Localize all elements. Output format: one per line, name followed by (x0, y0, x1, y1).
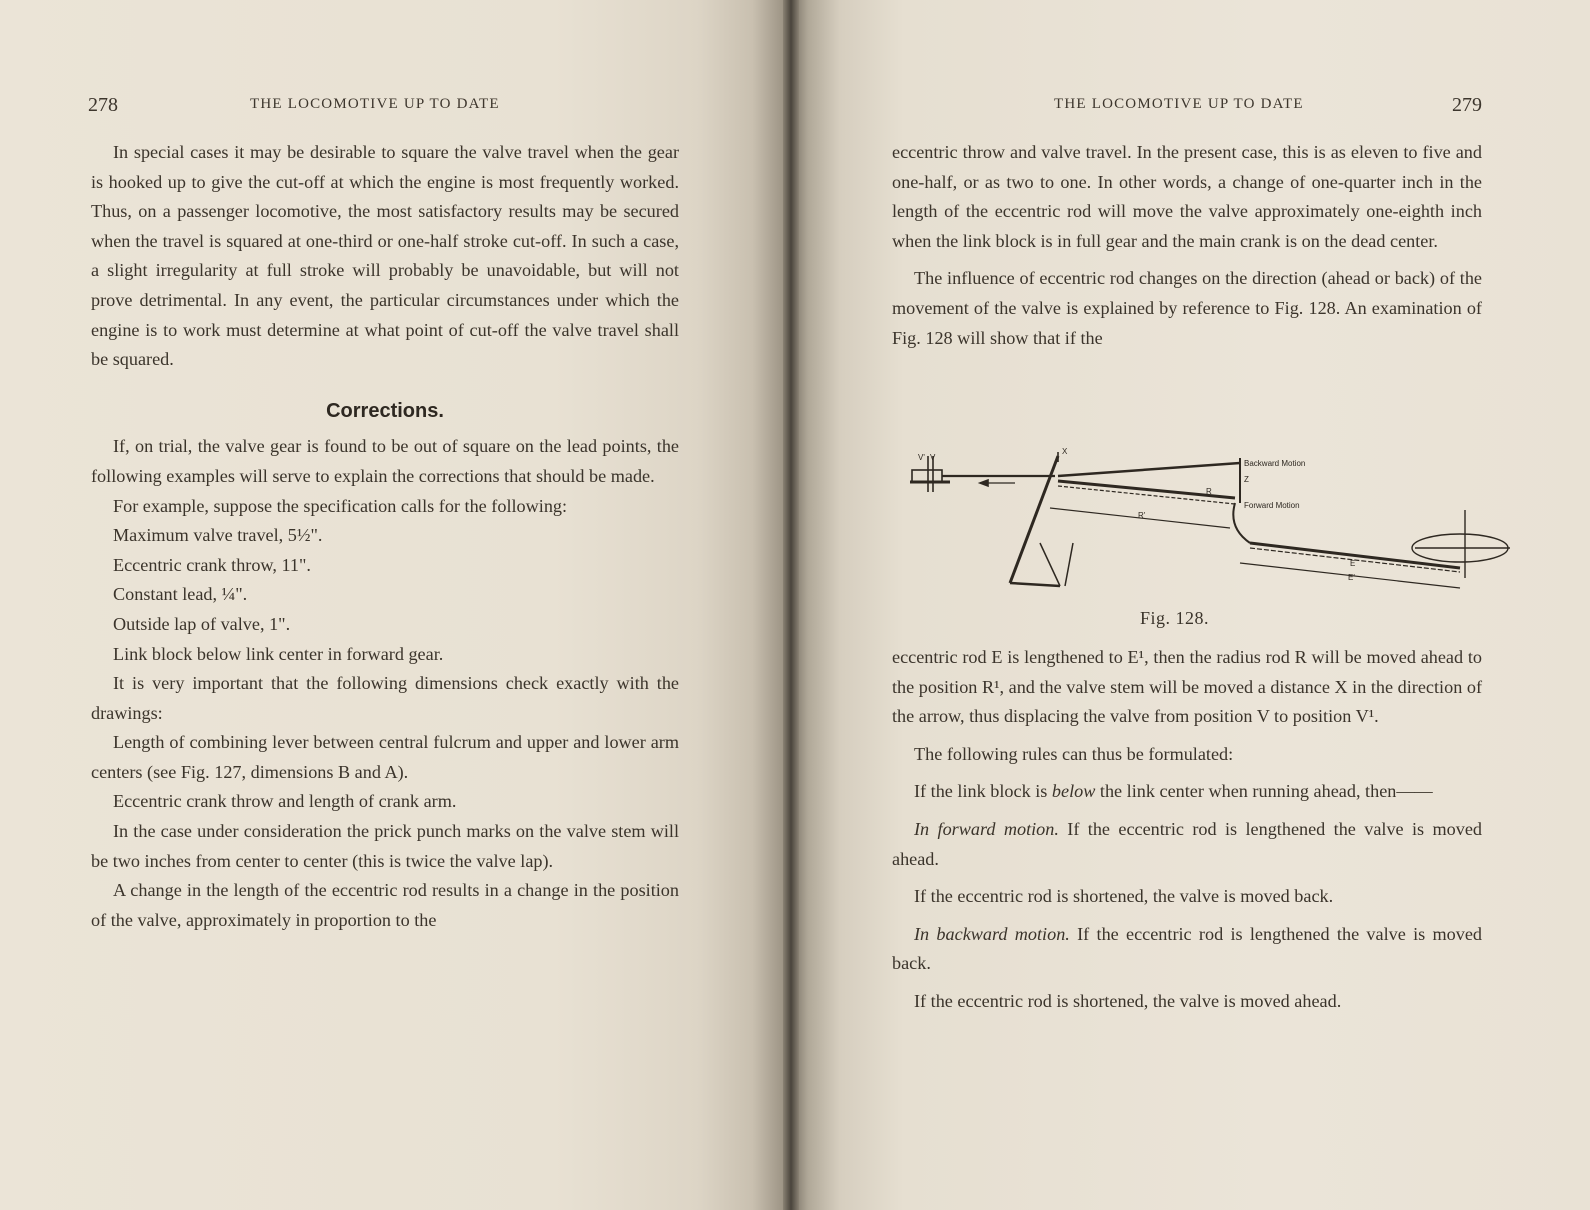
paragraph: For example, suppose the specification calls for the following: (113, 495, 568, 516)
emphasis: In backward motion. (914, 923, 1070, 944)
spec-item: Outside lap of valve, 1". (113, 613, 291, 634)
radius-rod-backward (1058, 463, 1240, 476)
running-head: THE LOCOMOTIVE UP TO DATE (250, 96, 500, 112)
left-page (0, 0, 792, 1210)
label-r: R (1206, 487, 1212, 496)
paragraph (892, 815, 1482, 874)
paragraph: The influence of eccentric rod changes on the direction (ahead or back) of the movement of the valve is explained by reference to Fig. 128. An examination of Fig. 128 will show that if the (892, 268, 1482, 348)
paragraph: Eccentric crank throw and length of crank arm. (113, 791, 457, 812)
page-number: 278 (88, 94, 118, 116)
text-run: If the eccentric rod is lengthened the valve is moved ahead. (892, 818, 1483, 869)
label-v1: V' (918, 453, 925, 462)
paragraph: In special cases it may be desirable to square the valve travel when the gear is hooked up to give the cut-off at which the engine is most frequently worked. Thus, on a passenger locomotive, the most satisfactory results may be secured when the travel is squared at one-third or one-half stroke cut-off. In such a case, a slight irregularity at full stroke will probably be unavoidable, but will not prove detrimental. In any event, the particular circumstances under which the engine is to work must determine at what point of cut-off the valve travel shall be squared. (91, 142, 679, 370)
left-text-body (91, 138, 679, 935)
crosshead-arm (1065, 543, 1073, 586)
label-z: Z (1244, 475, 1249, 484)
paragraph (892, 777, 1482, 807)
label-e: E (1350, 559, 1356, 568)
text-run: If the eccentric rod is lengthened the valve is moved back. (892, 923, 1482, 974)
crosshead-arm (1040, 543, 1060, 586)
label-backward-motion: Backward Motion (1244, 459, 1306, 468)
label-e1: E' (1348, 573, 1355, 582)
paragraph: Length of combining lever between central fulcrum and upper and lower arm centers (see Fig. 127, dimensions B and A). (91, 732, 679, 782)
valve-chest (912, 470, 942, 482)
emphasis: In forward motion. (914, 818, 1059, 839)
fig-128-valve-gear-diagram (910, 448, 1510, 608)
paragraph: If the eccentric rod is shortened, the valve is moved ahead. (914, 990, 1342, 1011)
text-run: If the link block is (914, 781, 1052, 802)
paragraph (892, 920, 1482, 979)
paragraph: The following rules can thus be formulated: (914, 743, 1234, 764)
spec-item: Link block below link center in forward gear. (113, 643, 444, 664)
spec-item: Maximum valve travel, 5½". (113, 525, 323, 546)
label-forward-motion: Forward Motion (1244, 501, 1300, 510)
label-r1: R' (1138, 511, 1146, 520)
right-text-bottom (892, 643, 1482, 1017)
section-heading: Corrections. (326, 399, 444, 422)
text-run: the link center when running ahead, then—— (1095, 781, 1433, 802)
paragraph: A change in the length of the eccentric rod results in a change in the position of the valve, approximately in proportion to the (91, 880, 679, 930)
spec-item: Constant lead, ¼". (113, 584, 248, 605)
label-x: X (1062, 448, 1068, 456)
union-link (1010, 583, 1060, 586)
label-v: V (930, 453, 936, 462)
book-gutter (783, 0, 799, 1210)
running-head: THE LOCOMOTIVE UP TO DATE (1054, 96, 1304, 112)
direction-arrow-head (980, 480, 988, 486)
paragraph: In the case under consideration the prick punch marks on the valve stem will be two inches from center to center (this is twice the valve lap). (91, 821, 679, 871)
page-number: 279 (1452, 94, 1482, 116)
paragraph: If the eccentric rod is shortened, the valve is moved back. (914, 886, 1334, 907)
emphasis: below (1051, 781, 1096, 802)
paragraph: eccentric rod E is lengthened to E¹, then the radius rod R will be moved ahead to the position R¹, and the valve stem will be moved a distance X in the direction of the arrow, thus displacing the valve from position V to position V¹. (892, 647, 1482, 727)
paragraph: eccentric throw and valve travel. In the present case, this is as eleven to five and one-half, or as two to one. In other words, a change of one-quarter inch in the length of the eccentric rod will move the valve approximately one-eighth inch when the link block is in full gear and the main crank is on the dead center. (892, 142, 1482, 251)
paragraph: If, on trial, the valve gear is found to be out of square on the lead points, the following examples will serve to explain the corrections that should be made. (91, 436, 679, 486)
paragraph: It is very important that the following dimensions check exactly with the drawings: (91, 673, 679, 723)
figure-caption: Fig. 128. (1140, 608, 1210, 628)
right-text-top (892, 138, 1482, 353)
spec-item: Eccentric crank throw, 11". (113, 554, 311, 575)
